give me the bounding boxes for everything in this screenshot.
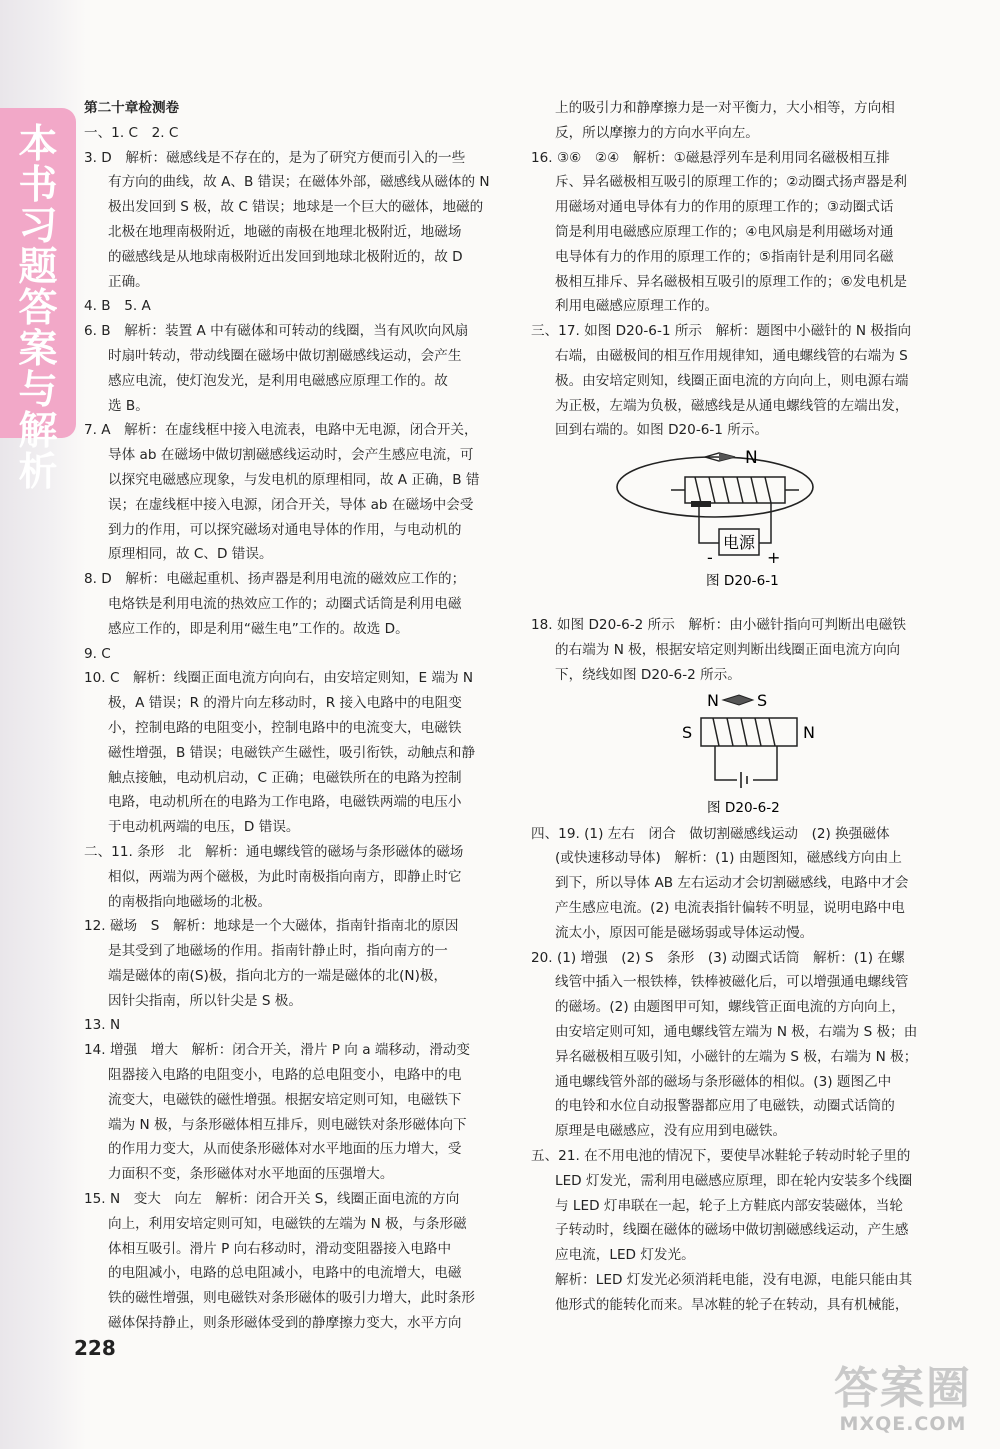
fig1-caption: 图 D20-6-1 — [706, 573, 779, 590]
text-line: 磁性增强，B 错误；电磁铁产生磁性，吸引衔铁，动触点和静 — [108, 744, 476, 761]
text-line: 四、19. (1) 左右 闭合 做切割磁感线运动 (2) 换强磁体 — [531, 825, 890, 842]
side-tab-title — [4, 124, 72, 493]
text-line: 体相互吸引。滑片 P 向右移动时，滑动变阻器接入电路中 — [108, 1240, 452, 1257]
text-line: 力面积不变，条形磁体对水平地面的压强增大。 — [108, 1166, 394, 1183]
text-line: 原理相同，故 C、D 错误。 — [108, 546, 273, 563]
text-line: 7. A 解析：在虚线框中接入电流表，电路中无电源，闭合开关， — [84, 422, 478, 439]
text-line: 于电动机两端的电压，D 错误。 — [108, 819, 300, 836]
text-line: 极，A 错误；R 的滑片向左移动时，R 接入电路中的电阻变 — [108, 695, 462, 712]
text-line: 极。由安培定则知，线圈正面电流的方向向上，则电源右端 — [555, 372, 909, 389]
side-tab-char: 析 — [18, 450, 58, 495]
text-line: 端为 N 极，与条形磁体相互排斥，则电磁铁对条形磁体向下 — [108, 1116, 467, 1133]
left-column — [84, 96, 516, 1336]
text-line: 电路，电动机所在的电路为工作电路，电磁铁两端的电压小 — [108, 794, 462, 811]
text-line: 利用电磁感应原理工作的。 — [555, 298, 719, 315]
text-line: 正确。 — [108, 273, 149, 290]
text-line: 8. D 解析：电磁起重机、扬声器是利用电流的磁效应工作的； — [84, 571, 466, 588]
text-line: 向上，利用安培定则可知，电磁铁的左端为 N 极，与条形磁 — [108, 1215, 467, 1232]
text-line: 五、21. 在不用电池的情况下，要使旱冰鞋轮子转动时轮子里的 — [531, 1147, 911, 1164]
fig2-right-n: N — [803, 722, 815, 742]
answers-19-21 — [531, 822, 963, 1318]
text-line: 的磁感线是从地球南极附近出发回到地球北极附近的，故 D — [108, 248, 463, 265]
side-tab-char: 答 — [18, 286, 58, 331]
text-line: LED 灯发光，需利用电磁感应原理，即在轮内安装多个线圈 — [555, 1172, 913, 1189]
right-column — [531, 96, 963, 1317]
text-line: 为正极，左端为负极，磁感线是从通电螺线管的左端出发， — [555, 397, 909, 414]
text-line: 线管中插入一根铁棒，铁棒被磁化后，可以增强通电螺线管 — [555, 974, 909, 991]
text-line: 导体 ab 在磁场中做切割磁感线运动时，会产生感应电流，可 — [108, 447, 474, 464]
text-line: 斥、异名磁极相互吸引的原理工作的；②动圈式扬声器是利 — [555, 174, 908, 191]
page-number: 228 — [74, 1336, 116, 1360]
text-line: 解析：LED 灯发光必须消耗电能，没有电源，电能只能由其 — [555, 1271, 913, 1288]
text-line: 他形式的能转化而来。旱冰鞋的轮子在转动，具有机械能， — [555, 1296, 909, 1313]
text-line: 14. 增强 增大 解析：闭合开关，滑片 P 向 a 端移动，滑动变 — [84, 1042, 470, 1059]
side-tab-char: 案 — [18, 327, 58, 372]
text-line: 相似，两端为两个磁极，为此时南极指向南方，即静止时它 — [108, 868, 462, 885]
figure-d20-6-1 — [531, 443, 963, 613]
side-tab-char: 解 — [18, 409, 58, 454]
text-line: 子转动时，线圈在磁体的磁场中做切割磁感线运动，产生感 — [555, 1222, 909, 1239]
text-line: 12. 磁场 S 解析：地球是一个大磁体，指南针指南北的原因 — [84, 918, 459, 935]
text-line: 通电螺线管外部的磁场与条形磁体的相似。(3) 题图乙中 — [555, 1073, 892, 1090]
text-line: 电导体有力的作用的原理工作的；⑤指南针是利用同名磁 — [555, 248, 894, 265]
watermark-logo: 答案圈 — [834, 1363, 972, 1414]
text-line: 流太小，原因可能是磁场弱或导体运动慢。 — [555, 924, 814, 941]
text-line: 与 LED 灯串联在一起，轮子上方鞋底内部安装磁体，当轮 — [555, 1197, 903, 1214]
text-line: 的南极指向地磁场的北极。 — [108, 893, 272, 910]
fig1-minus-label: - — [707, 548, 713, 568]
text-line: 铁的磁性增强，则电磁铁对条形磁体的吸引力增大，此时条形 — [108, 1290, 476, 1307]
solenoid-diagram-1 — [531, 443, 963, 591]
text-line: 极相互排斥、异名磁极相互吸引的原理工作的；⑥发电机是 — [555, 273, 908, 290]
text-line: 13. N — [84, 1017, 121, 1034]
text-line: 反，所以摩擦力的方向水平向左。 — [555, 124, 759, 141]
fig2-top-s: S — [757, 690, 768, 710]
side-tab-char: 题 — [18, 245, 58, 290]
fig2-left-s: S — [682, 722, 693, 742]
text-line: 触点接触，电动机启动，C 正确；电磁铁所在的电路为控制 — [108, 769, 462, 786]
text-line: 一、1. C 2. C — [84, 124, 179, 141]
text-line: 原理是电磁感应，没有应用到电磁铁。 — [555, 1123, 787, 1140]
text-line: 端是磁体的南(S)极，指向北方的一端是磁体的北(N)极， — [108, 967, 448, 984]
text-line: 回到右端的。如图 D20-6-1 所示。 — [555, 422, 769, 439]
text-line: 18. 如图 D20-6-2 所示 解析：由小磁针指向可判断出电磁铁 — [531, 617, 906, 634]
text-line: 异名磁极相互吸引知，小磁针的左端为 S 极，右端为 N 极； — [555, 1048, 918, 1065]
side-tab-char: 书 — [18, 163, 58, 208]
text-line: 极出发回到 S 极，故 C 错误；地球是一个巨大的磁体，地磁的 — [108, 199, 484, 216]
fig2-caption: 图 D20-6-2 — [707, 799, 780, 816]
text-line: 电烙铁是利用电流的热效应工作的；动圈式话筒是利用电磁 — [108, 595, 462, 612]
text-line: 是其受到了地磁场的作用。指南针静止时，指向南方的一 — [108, 943, 448, 960]
fig1-power-source-label: 电源 — [722, 533, 756, 553]
text-line: 到下，所以导体 AB 左右运动才会切割磁感线，电路中才会 — [555, 875, 909, 892]
text-line: 误；在虚线框中接入电源，闭合开关，导体 ab 在磁场中会受 — [108, 496, 474, 513]
answer-18 — [531, 613, 963, 687]
text-line: 9. C — [84, 645, 111, 662]
text-line: 的磁场。(2) 由题图甲可知，螺线管正面电流的方向向上， — [555, 999, 905, 1016]
text-line: 20. (1) 增强 (2) S 条形 (3) 动圈式话筒 解析：(1) 在螺 — [531, 949, 905, 966]
text-line: 感应电流，使灯泡发光，是利用电磁感应原理工作的。故 — [108, 372, 448, 389]
text-line: 产生感应电流。(2) 电流表指针偏转不明显，说明电路中电 — [555, 899, 905, 916]
text-line: 三、17. 如图 D20-6-1 所示 解析：题图中小磁针的 N 极指向 — [531, 323, 912, 340]
fig2-top-n: N — [707, 690, 719, 710]
text-line: 的电阻减小，电路的总电阻减小，电路中的电流增大，电磁 — [108, 1265, 462, 1282]
text-line: 右端，由磁极间的相互作用规律知，通电螺线管的右端为 S — [555, 347, 908, 364]
figure-d20-6-2 — [531, 688, 963, 822]
side-tab-char: 习 — [18, 204, 58, 249]
answers-15-17 — [531, 96, 963, 443]
text-line: 16. ③⑥ ②④ 解析：①磁悬浮列车是利用同名磁极相互排 — [531, 149, 890, 166]
text-line: 下，绕线如图 D20-6-2 所示。 — [555, 666, 741, 683]
text-line: 上的吸引力和静摩擦力是一对平衡力，大小相等，方向相 — [555, 100, 895, 116]
text-line: 的电铃和水位自动报警器都应用了电磁铁，动圈式话筒的 — [555, 1098, 895, 1115]
text-line: 以探究电磁感应现象，与发电机的原理相同，故 A 正确，B 错 — [108, 471, 480, 488]
text-line: 由安培定则可知，通电螺线管左端为 N 极，右端为 S 极；由 — [555, 1023, 918, 1040]
text-line: (或快速移动导体) 解析：(1) 由题图知，磁感线方向由上 — [555, 850, 902, 867]
side-tab-char: 与 — [18, 368, 58, 413]
watermark-url: MXQE.COM — [839, 1413, 967, 1435]
text-line: 应电流，LED 灯发光。 — [555, 1247, 695, 1264]
text-line: 筒是利用电磁感应原理工作的；④电风扇是利用磁场对通 — [555, 223, 894, 240]
text-line: 10. C 解析：线圈正面电流方向向右，由安培定则知，E 端为 N — [84, 670, 474, 687]
text-line: 的作用力变大，从而使条形磁体对水平地面的压力增大，受 — [108, 1141, 462, 1158]
text-line: 阻器接入电路的电阻变小，电路的总电阻变小，电路中的电 — [108, 1067, 462, 1084]
watermark — [828, 1365, 978, 1435]
text-line: 磁体保持静止，则条形磁体受到的静摩擦力变大，水平方向 — [108, 1315, 462, 1332]
text-line: 15. N 变大 向左 解析：闭合开关 S，线圈正面电流的方向 — [84, 1191, 460, 1208]
solenoid-diagram-2 — [531, 688, 963, 818]
text-line: 用磁场对通电导体有力的作用的原理工作的；③动圈式话 — [555, 199, 894, 216]
text-line: 的右端为 N 极，根据安培定则判断出线圈正面电流方向向 — [555, 641, 901, 658]
text-line: 第二十章检测卷 — [84, 100, 180, 116]
text-line: 选 B。 — [108, 397, 149, 414]
text-line: 北极在地理南极附近，地磁的南极在地理北极附近，地磁场 — [108, 223, 462, 240]
text-line: 二、11. 条形 北 解析：通电螺线管的磁场与条形磁体的磁场 — [84, 843, 464, 860]
text-line: 流变大，电磁铁的磁性增强。根据安培定则可知，电磁铁下 — [108, 1091, 462, 1108]
side-tab-char: 本 — [18, 122, 58, 167]
text-line: 到力的作用，可以探究磁场对通电导体的作用，与电动机的 — [108, 521, 462, 538]
text-line: 时扇叶转动，带动线圈在磁场中做切割磁感线运动，会产生 — [108, 347, 462, 364]
fig1-n-label: N — [745, 448, 758, 469]
text-line: 因针尖指南，所以针尖是 S 极。 — [108, 992, 302, 1009]
text-line: 有方向的曲线，故 A、B 错误；在磁体外部，磁感线从磁体的 N — [108, 174, 490, 191]
text-line: 小，控制电路的电阻变小，控制电路中的电流变大，电磁铁 — [108, 719, 462, 736]
fig1-plus-label: + — [767, 548, 781, 568]
text-line: 感应工作的，即是利用“磁生电”工作的。故选 D。 — [108, 620, 409, 637]
text-line: 3. D 解析：磁感线是不存在的，是为了研究方便而引入的一些 — [84, 149, 466, 166]
text-line: 4. B 5. A — [84, 298, 151, 315]
text-line: 6. B 解析：装置 A 中有磁体和可转动的线圈，当有风吹向风扇 — [84, 323, 469, 340]
